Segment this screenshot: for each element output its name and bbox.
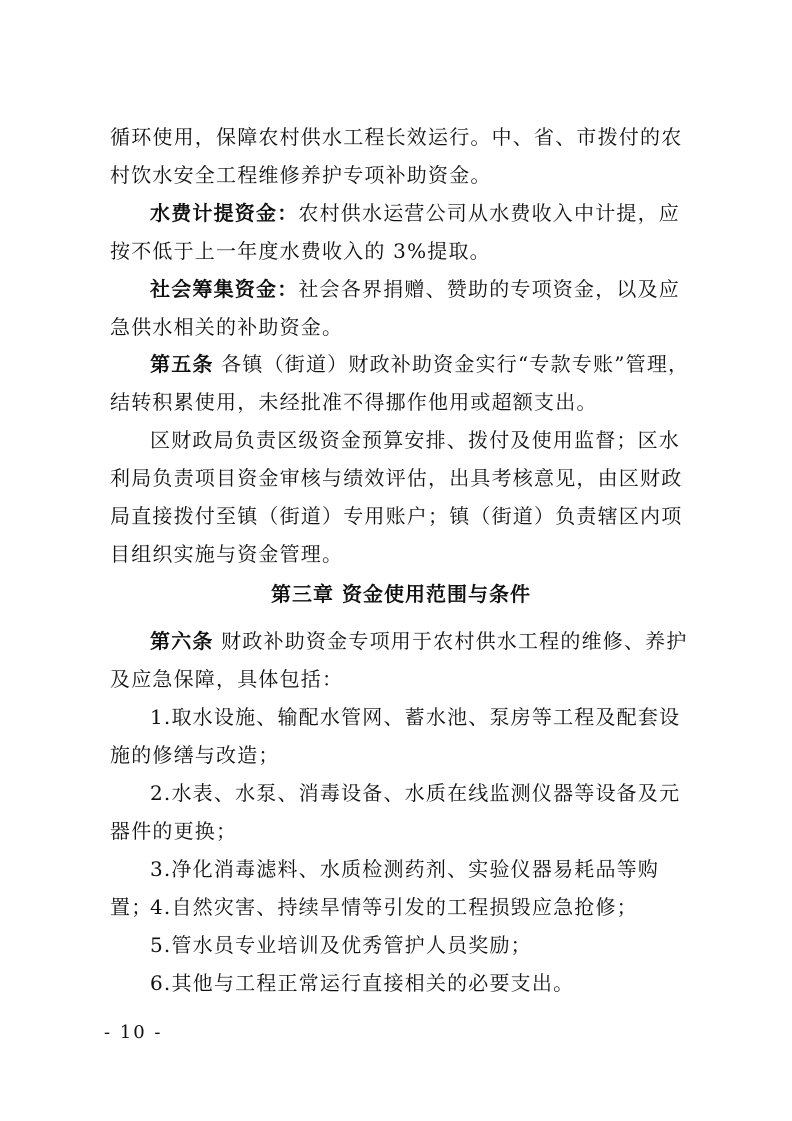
paragraph-responsibilities: 区财政局负责区级资金预算安排、拨付及使用监督；区水利局负责项目资金审核与绩效评估，出具考核意见，由区财政局直接拨付至镇（街道）专用账户；镇（街道）负责辖区内项目组织实施与资金管理。	[110, 428, 683, 566]
page-number: - 10 -	[104, 1022, 163, 1043]
paragraph-text: 农村供水运营公司从水费收入中计提，应按不低于上一年度水费收入的 3%提取。	[110, 201, 681, 263]
paragraph-continuation: 循环使用，保障农村供水工程长效运行。中、省、市拨付的农村饮水安全工程维修养护专项补助资金。	[110, 125, 683, 187]
list-item: 1.取水设施、输配水管网、蓄水池、泵房等工程及配套设施的修缮与改造；	[110, 705, 681, 767]
article-text: 各镇（街道）财政补助资金实行“专款专账”管理，结转积累使用，未经批准不得挪作他用或超额支出。	[110, 352, 690, 414]
list-item: 3.净化消毒滤料、水质检测药剂、实验仪器易耗品等购置；	[110, 857, 660, 919]
list-item: 4.自然灾害、持续旱情等引发的工程损毁应急抢修；	[150, 895, 638, 919]
chapter-heading: 第三章 资金使用范围与条件	[271, 582, 531, 606]
paragraph-text: 社会各界捐赠、赞助的专项资金，以及应急供水相关的补助资金。	[110, 277, 681, 339]
paragraph-water-fee-fund	[110, 194, 692, 270]
article-6	[110, 622, 692, 698]
list-item: 6.其他与工程正常运行直接相关的必要支出。	[150, 971, 575, 995]
article-label: 第六条	[150, 629, 214, 653]
list-item: 5.管水员专业培训及优秀管护人员奖励；	[150, 933, 532, 957]
article-label: 第五条	[150, 352, 214, 376]
article-text: 财政补助资金专项用于农村供水工程的维修、养护及应急保障，具体包括：	[110, 629, 688, 691]
paragraph-social-fund	[110, 270, 692, 346]
list-item: 2.水表、水泵、消毒设备、水质在线监测仪器等设备及元器件的更换；	[110, 781, 681, 843]
paragraph-label: 社会筹集资金：	[150, 277, 299, 301]
article-5	[110, 345, 692, 421]
paragraph-label: 水费计提资金：	[150, 201, 299, 225]
